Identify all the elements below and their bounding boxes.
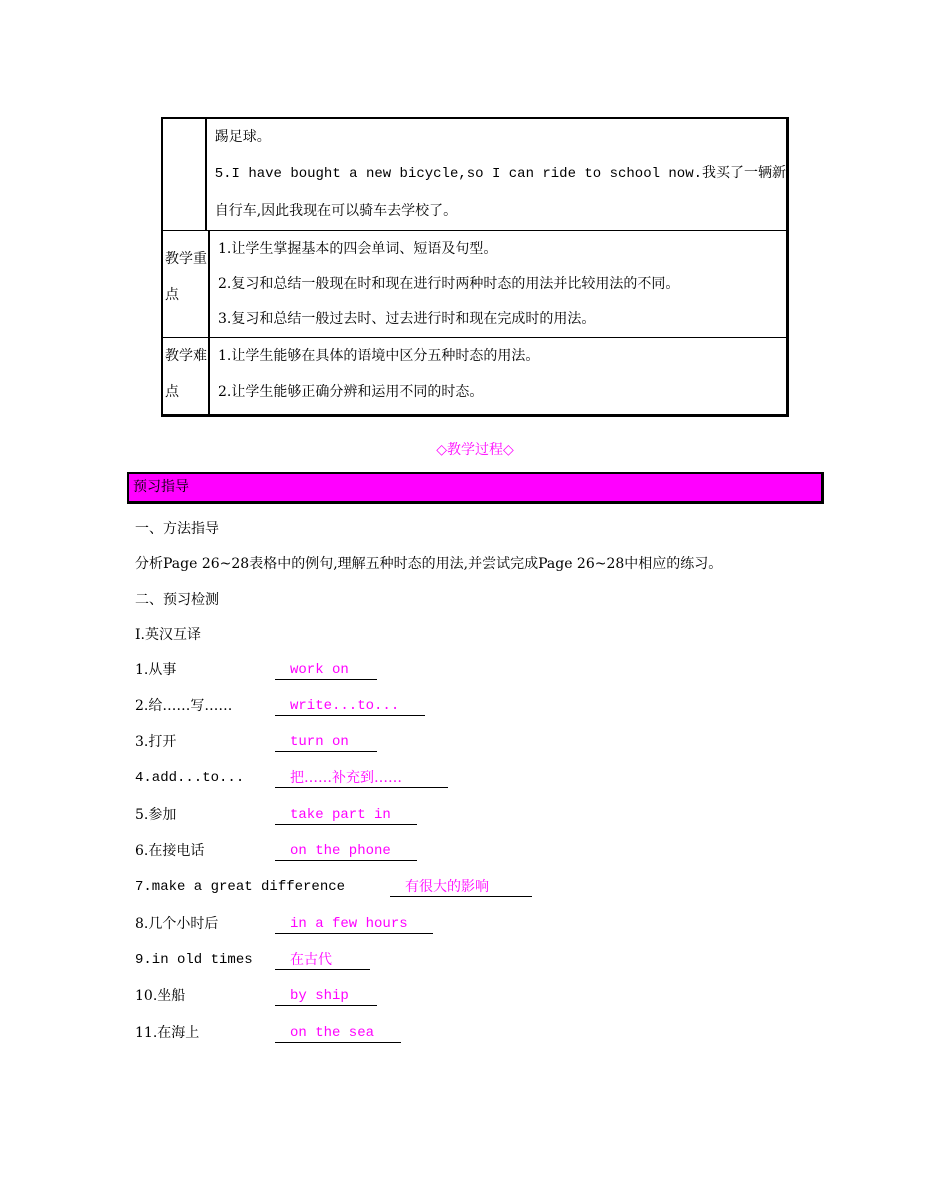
example-sentences-cell — [207, 119, 786, 230]
key-points-cell — [210, 231, 786, 337]
vocab-answer: in a few hours — [275, 914, 433, 934]
example-sentences-row — [163, 119, 786, 230]
vocab-answer: by ship — [275, 986, 377, 1006]
preview-guide-bar: 预习指导 — [127, 472, 824, 504]
key-points-header — [163, 231, 210, 337]
key-point-item: 2.复习和总结一般现在时和现在进行时两种时态的用法并比较用法的不同。 — [218, 276, 680, 292]
vocab-prompt: 3.打开 — [135, 734, 177, 750]
vocab-answer: 把……补充到…… — [275, 768, 448, 788]
header-text: 点 — [165, 287, 179, 303]
key-point-item: 3.复习和总结一般过去时、过去进行时和现在完成时的用法。 — [218, 311, 596, 327]
difficult-point-item: 2.让学生能够正确分辨和运用不同的时态。 — [218, 384, 484, 400]
header-text: 教学难 — [165, 348, 207, 364]
vocab-prompt: 6.在接电话 — [135, 843, 205, 859]
vocab-prompt: 7.make a great difference — [135, 879, 346, 895]
vocab-answer: write...to... — [275, 696, 425, 716]
sentence-line: 5.I have bought a new bicycle,so I can ride to school now.我买了一辆新 — [214, 166, 786, 182]
vocab-answer: 在古代 — [275, 950, 370, 970]
difficult-points-header — [163, 338, 210, 414]
vocab-prompt: 9.in old times — [135, 952, 253, 968]
check-heading: 二、预习检测 — [135, 592, 219, 608]
vocab-answer: take part in — [275, 805, 417, 825]
vocab-answer: work on — [275, 660, 377, 680]
empty-header-cell — [163, 119, 207, 230]
difficult-points-row — [163, 337, 786, 414]
method-text: 分析Page 26~28表格中的例句,理解五种时态的用法,并尝试完成Page 26~28中相应的练习。 — [135, 556, 723, 572]
vocab-prompt: 10.坐船 — [135, 988, 186, 1004]
vocab-answer: on the phone — [275, 841, 417, 861]
vocab-answer: turn on — [275, 732, 377, 752]
difficult-point-item: 1.让学生能够在具体的语境中区分五种时态的用法。 — [218, 348, 540, 364]
vocab-prompt: 4.add...to... — [135, 770, 245, 786]
vocab-prompt: 11.在海上 — [135, 1025, 200, 1041]
header-text: 点 — [165, 384, 179, 400]
sentence-line: 自行车,因此我现在可以骑车去学校了。 — [214, 203, 458, 219]
vocab-answer: 有很大的影响 — [390, 877, 532, 897]
method-heading: 一、方法指导 — [135, 521, 219, 537]
process-title: ◇教学过程◇ — [436, 442, 514, 458]
section-one-heading: Ⅰ.英汉互译 — [135, 627, 201, 643]
sentence-line: 踢足球。 — [214, 129, 271, 145]
vocab-prompt: 8.几个小时后 — [135, 916, 219, 932]
key-point-item: 1.让学生掌握基本的四会单词、短语及句型。 — [218, 241, 498, 257]
vocab-prompt: 1.从事 — [135, 662, 177, 678]
key-points-row — [163, 230, 786, 337]
vocab-answer: on the sea — [275, 1023, 401, 1043]
difficult-points-cell — [210, 338, 786, 414]
vocab-prompt: 2.给……写…… — [135, 698, 233, 714]
vocab-prompt: 5.参加 — [135, 807, 177, 823]
header-text: 教学重 — [165, 251, 207, 267]
teaching-plan-table — [161, 117, 789, 417]
